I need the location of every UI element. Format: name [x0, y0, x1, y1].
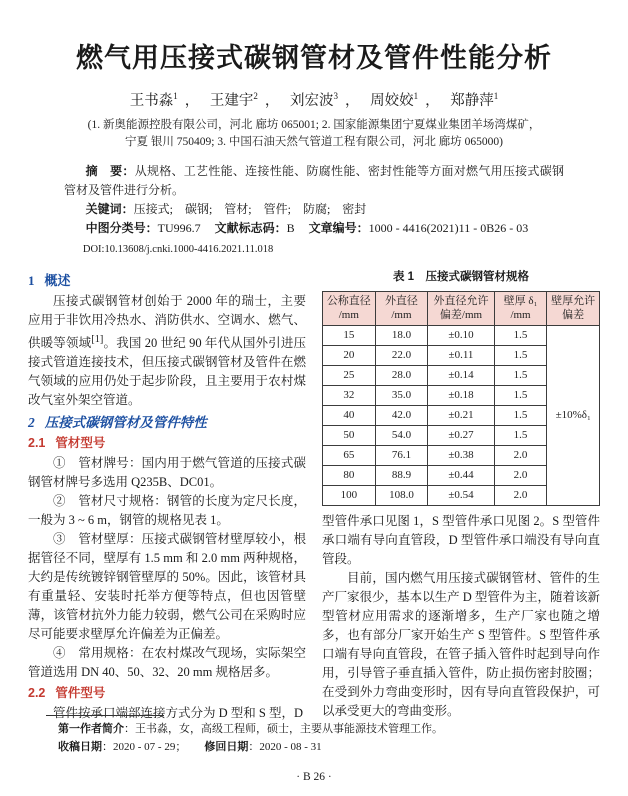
cell: 20 — [323, 346, 376, 366]
left-column — [28, 268, 306, 723]
doc-code-label: 文献标志码： — [214, 221, 287, 235]
keywords-text: 压接式; 碳钢; 管材; 管件; 防腐; 密封 — [133, 202, 367, 216]
right-column — [322, 268, 600, 723]
cell: 2.0 — [494, 446, 547, 466]
cell: 28.0 — [375, 366, 428, 386]
abstract-text: 从规格、工艺性能、连接性能、防腐性能、密封性能等方面对燃气用压接式碳钢管材及管件进行分析。 — [64, 164, 564, 197]
article-no-value: 1000 - 4416(2021)11 - 0B26 - 03 — [368, 221, 529, 235]
list-item-2: ② 管材尺寸规格：钢管的长度为定尺长度，一般为 3 ~ 6 m，钢管的规格见表 1。 — [28, 494, 306, 528]
cell: 42.0 — [375, 406, 428, 426]
cell: ±0.38 — [428, 446, 494, 466]
merged-wall-tolerance-cell: ±10%δ₁ — [547, 326, 600, 506]
author-separator: ， — [425, 93, 440, 109]
cell: ±0.18 — [428, 386, 494, 406]
author-line — [28, 89, 600, 110]
author-separator: ， — [345, 93, 360, 109]
table-1-caption: 表 1 压接式碳钢管材规格 — [392, 271, 530, 283]
cell: 22.0 — [375, 346, 428, 366]
cell: 18.0 — [375, 326, 428, 346]
cell: 88.9 — [375, 466, 428, 486]
section-number: 2.1 — [28, 436, 46, 451]
cell: 2.0 — [494, 486, 547, 506]
section-title: 管件型号 — [55, 686, 106, 701]
col-header-wall-thickness: 壁厚 δ₁ /mm — [494, 292, 547, 326]
section-number: 1 — [28, 273, 35, 288]
cell: ±0.10 — [428, 326, 494, 346]
author-name: 王书淼 — [129, 93, 174, 109]
col-header-wall-tolerance: 壁厚允许 偏差 — [547, 292, 600, 326]
table-row — [323, 326, 600, 346]
clc-label: 中图分类号： — [85, 221, 158, 235]
continuation-paragraph: 型管件承口见图 1，S 型管件承口见图 2。S 型管件承口端有导向直管段，D 型管件承口端没有导向直管段。 — [322, 514, 600, 566]
doi-line: DOI:10.13608/j.cnki.1000-4416.2021.11.018 — [82, 244, 274, 255]
section-title: 概述 — [44, 273, 71, 288]
bio-text: ：王书淼，女，高级工程师，硕士，主要从事能源技术管理工作。 — [124, 723, 443, 735]
section-2-2-paragraph: 管件按承口端部连接方式分为 D 型和 S 型，D — [53, 706, 304, 721]
affiliation-line: (1. 新奥能源控股有限公司，河北 廊坊 065001; 2. 国家能源集团宁夏煤业集团羊场湾煤矿， — [87, 119, 541, 131]
section-2-1-heading — [28, 434, 306, 453]
received-date-value: ：2020 - 07 - 29； — [102, 740, 187, 753]
list-item-1: ① 管材牌号：国内用于燃气管道的压接式碳钢管材牌号多选用 Q235B、DC01。 — [28, 456, 306, 490]
footnote-divider — [46, 715, 164, 716]
cell: 1.5 — [494, 386, 547, 406]
affiliation-block — [28, 117, 600, 151]
author — [450, 93, 498, 109]
footnote-block — [28, 715, 600, 756]
section-number: 2 — [28, 415, 35, 431]
cell: 1.5 — [494, 366, 547, 386]
first-author-bio — [58, 721, 600, 739]
section-2-2-heading — [28, 684, 306, 703]
cell: ±0.21 — [428, 406, 494, 426]
paragraph-text: 压接式碳钢管材创始于 2000 年的瑞士，主要应用于非饮用冷热水、消防供水、空调水、燃气、供暖等领域 — [28, 294, 306, 351]
cell: 50 — [323, 426, 376, 446]
author — [210, 93, 258, 109]
author-affiliation-sup: 1 — [413, 91, 419, 102]
section-title: 压接式碳钢管材及管件特性 — [44, 415, 207, 431]
abstract — [64, 162, 564, 200]
cell: ±0.14 — [428, 366, 494, 386]
author — [130, 93, 178, 109]
cell: 65 — [323, 446, 376, 466]
two-column-body — [28, 268, 600, 723]
author — [290, 93, 338, 109]
cell: 1.5 — [494, 426, 547, 446]
cell: 15 — [323, 326, 376, 346]
cell: 1.5 — [494, 346, 547, 366]
author-separator: ， — [184, 93, 200, 109]
cell: 40 — [323, 406, 376, 426]
paper-title: 燃气用压接式碳钢管材及管件性能分析 — [76, 43, 552, 73]
author-name: 郑静萍 — [450, 93, 494, 109]
cell: 76.1 — [375, 446, 428, 466]
author — [370, 93, 418, 109]
cell: 35.0 — [375, 386, 428, 406]
section-number: 2.2 — [28, 686, 46, 701]
cell: ±0.11 — [428, 346, 494, 366]
cell: 1.5 — [494, 406, 547, 426]
section-1-paragraph — [28, 292, 306, 410]
author-affiliation-sup: 1 — [173, 91, 178, 102]
dates-line — [58, 739, 600, 757]
author-separator: ， — [264, 93, 280, 109]
author-affiliation-sup: 1 — [493, 91, 499, 102]
cell: 108.0 — [375, 486, 428, 506]
list-item-3: ③ 管材壁厚：压接式碳钢管材壁厚较小，根据管径不同，壁厚有 1.5 mm 和 2.0 mm 两种规格，大约是传统镀锌钢管壁厚的 50%。因此，该管材具有重量轻、安装时托举方便等特点，但也因管壁薄，该管材抗外力能力较弱，燃气公司在采购时应尽可能要求壁厚允许偏差为正偏差。 — [28, 532, 306, 642]
section-title: 管材型号 — [55, 436, 106, 451]
author-name: 王建宇 — [209, 93, 254, 109]
pipe-spec-table — [322, 291, 600, 506]
article-no-label: 文章编号： — [308, 221, 369, 235]
author-name: 刘宏波 — [290, 93, 334, 109]
col-header-od-tolerance: 外直径允许 偏差/mm — [428, 292, 494, 326]
page-number: · B 26 · — [296, 771, 332, 783]
col-header-outer-diameter: 外直径 /mm — [375, 292, 428, 326]
body-paragraph: 目前，国内燃气用压接式碳钢管材、管件的生产厂家很少，基本以生产 D 型管件为主，随着该新型管材应用需求的逐渐增多，生产厂家也随之增多，也有部分厂家开始生产 S 型管件。S 型管件承口端有导向直管段，在管子插入管件时起到导向作用，引导管子垂直插入管件，防止损伤密封胶圈；在受到外力弯曲变形时，因有导向直管段保护，可以承受更大的弯曲变形。 — [322, 571, 600, 718]
classification-line — [64, 219, 564, 238]
cell: 25 — [323, 366, 376, 386]
list-item-4: ④ 常用规格：在农村煤改气现场，实际架空管道选用 DN 40、50、32、20 mm 规格居多。 — [28, 646, 306, 680]
reference-citation-sup: [1] — [91, 334, 104, 345]
cell: 80 — [323, 466, 376, 486]
received-date-label: 收稿日期 — [58, 740, 102, 753]
paragraph-text: 。我国 20 世纪 90 年代从国外引进压接式管道连接技术，但压接式碳钢管材及管件在燃气领域的应用仍处于起步阶段，且主要用于农村煤改气室外架空管道。 — [28, 336, 306, 408]
keywords-label: 关键词： — [85, 202, 134, 216]
doc-code-value: B — [286, 221, 295, 235]
col-header-nominal-diameter: 公称直径 /mm — [323, 292, 376, 326]
clc-value: TU996.7 — [157, 221, 201, 235]
meta-block — [64, 162, 564, 259]
cell: ±0.54 — [428, 486, 494, 506]
author-name: 周姣姣 — [370, 93, 414, 109]
section-1-heading — [28, 271, 306, 290]
bio-label: 第一作者简介 — [58, 723, 124, 735]
cell: 32 — [323, 386, 376, 406]
revised-date-label: 修回日期 — [204, 740, 249, 753]
author-affiliation-sup: 3 — [333, 91, 338, 102]
cell: 100 — [323, 486, 376, 506]
section-2-heading — [28, 413, 306, 432]
cell: 2.0 — [494, 466, 547, 486]
cell: 1.5 — [494, 326, 547, 346]
cell: ±0.44 — [428, 466, 494, 486]
table-header-row — [323, 292, 600, 326]
author-affiliation-sup: 2 — [253, 91, 258, 102]
abstract-label: 摘 要： — [85, 164, 135, 178]
revised-date-value: ：2020 - 08 - 31 — [248, 740, 322, 753]
keywords — [64, 200, 564, 219]
affiliation-line: 宁夏 银川 750409; 3. 中国石油天然气管道工程有限公司，河北 廊坊 065000) — [125, 136, 503, 148]
cell: 54.0 — [375, 426, 428, 446]
cell: ±0.27 — [428, 426, 494, 446]
